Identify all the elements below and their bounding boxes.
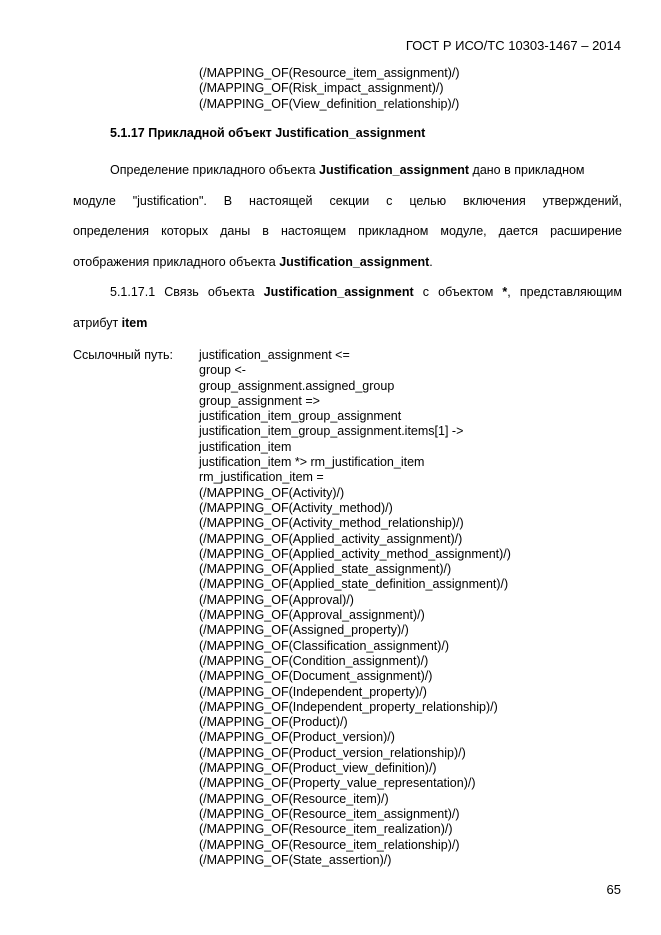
top-mapping-list <box>199 66 460 112</box>
reference-path-line: (/MAPPING_OF(Approval)/) <box>199 592 354 607</box>
section-heading: 5.1.17 Прикладной объект Justification_assignment <box>110 126 426 140</box>
reference-path-line: (/MAPPING_OF(Activity)/) <box>199 485 345 500</box>
paragraph-line: 5.1.17.1 Связь объекта Justification_assignment с объектом *, представляющим <box>110 285 622 299</box>
reference-path-line: (/MAPPING_OF(Activity_method)/) <box>199 500 393 515</box>
list-item: (/MAPPING_OF(Resource_item_assignment)/) <box>199 66 460 80</box>
reference-path-line: group_assignment => <box>199 393 320 408</box>
reference-path-line: (/MAPPING_OF(Independent_property_relationship)/) <box>199 699 498 714</box>
reference-path-line: (/MAPPING_OF(Assigned_property)/) <box>199 623 409 638</box>
reference-path-line: (/MAPPING_OF(Applied_activity_method_assignment)/) <box>199 546 511 561</box>
reference-path-line: rm_justification_item = <box>199 470 324 485</box>
reference-path-line: justification_item_group_assignment.items[1] -> <box>199 424 464 439</box>
reference-path-line: (/MAPPING_OF(Applied_state_definition_assignment)/) <box>199 577 509 592</box>
reference-path-line: (/MAPPING_OF(Product)/) <box>199 715 348 730</box>
paragraph-line: определения которых даны в настоящем прикладном модуле, дается расширение <box>73 224 622 238</box>
reference-path-line: (/MAPPING_OF(Resource_item_relationship)/) <box>199 837 460 852</box>
reference-path-line: (/MAPPING_OF(State_assertion)/) <box>199 852 392 867</box>
reference-path-line: (/MAPPING_OF(Condition_assignment)/) <box>199 653 429 668</box>
paragraph-line: Определение прикладного объекта Justification_assignment дано в прикладном <box>110 163 585 177</box>
reference-path-line: (/MAPPING_OF(Property_value_representation)/) <box>199 776 476 791</box>
list-item: (/MAPPING_OF(Risk_impact_assignment)/) <box>199 81 444 96</box>
reference-path-line: justification_assignment <= <box>199 348 350 362</box>
paragraph-line: модуле "justification". В настоящей секции с целью включения утверждений, <box>73 193 622 208</box>
reference-path-line: (/MAPPING_OF(Applied_state_assignment)/) <box>199 562 452 577</box>
paragraph-line: отображения прикладного объекта Justification_assignment. <box>73 254 433 269</box>
reference-path-line: (/MAPPING_OF(Resource_item)/) <box>199 791 389 806</box>
paragraph-definition <box>73 155 622 277</box>
reference-path-list <box>199 348 511 868</box>
reference-path-line: (/MAPPING_OF(Product_version)/) <box>199 730 395 745</box>
reference-path-line: (/MAPPING_OF(Product_view_definition)/) <box>199 761 437 776</box>
list-item: (/MAPPING_OF(View_definition_relationship)/) <box>199 96 460 111</box>
reference-path-line: (/MAPPING_OF(Classification_assignment)/) <box>199 638 450 653</box>
reference-path-line: group_assignment.assigned_group <box>199 378 395 393</box>
reference-path-label: Ссылочный путь: <box>73 348 173 362</box>
reference-path-line: group <- <box>199 363 246 378</box>
reference-path-line: (/MAPPING_OF(Document_assignment)/) <box>199 669 433 684</box>
reference-path-line: (/MAPPING_OF(Activity_method_relationship)/) <box>199 516 464 531</box>
reference-path-line: justification_item <box>199 439 292 454</box>
reference-path-line: (/MAPPING_OF(Independent_property)/) <box>199 684 427 699</box>
reference-path-line: (/MAPPING_OF(Resource_item_assignment)/) <box>199 806 460 821</box>
reference-path-line: justification_item *> rm_justification_item <box>199 455 425 470</box>
reference-path-line: (/MAPPING_OF(Product_version_relationship)/) <box>199 745 466 760</box>
reference-path-line: justification_item_group_assignment <box>199 409 402 424</box>
paragraph-relationship <box>73 277 622 338</box>
page-number: 65 <box>606 882 621 897</box>
reference-path-line: (/MAPPING_OF(Approval_assignment)/) <box>199 608 425 623</box>
reference-path-line: (/MAPPING_OF(Applied_activity_assignment)/) <box>199 531 463 546</box>
page-header: ГОСТ Р ИСО/ТС 10303-1467 – 2014 <box>405 38 621 53</box>
reference-path-line: (/MAPPING_OF(Resource_item_realization)/) <box>199 822 453 837</box>
paragraph-line: атрибут item <box>73 315 148 330</box>
